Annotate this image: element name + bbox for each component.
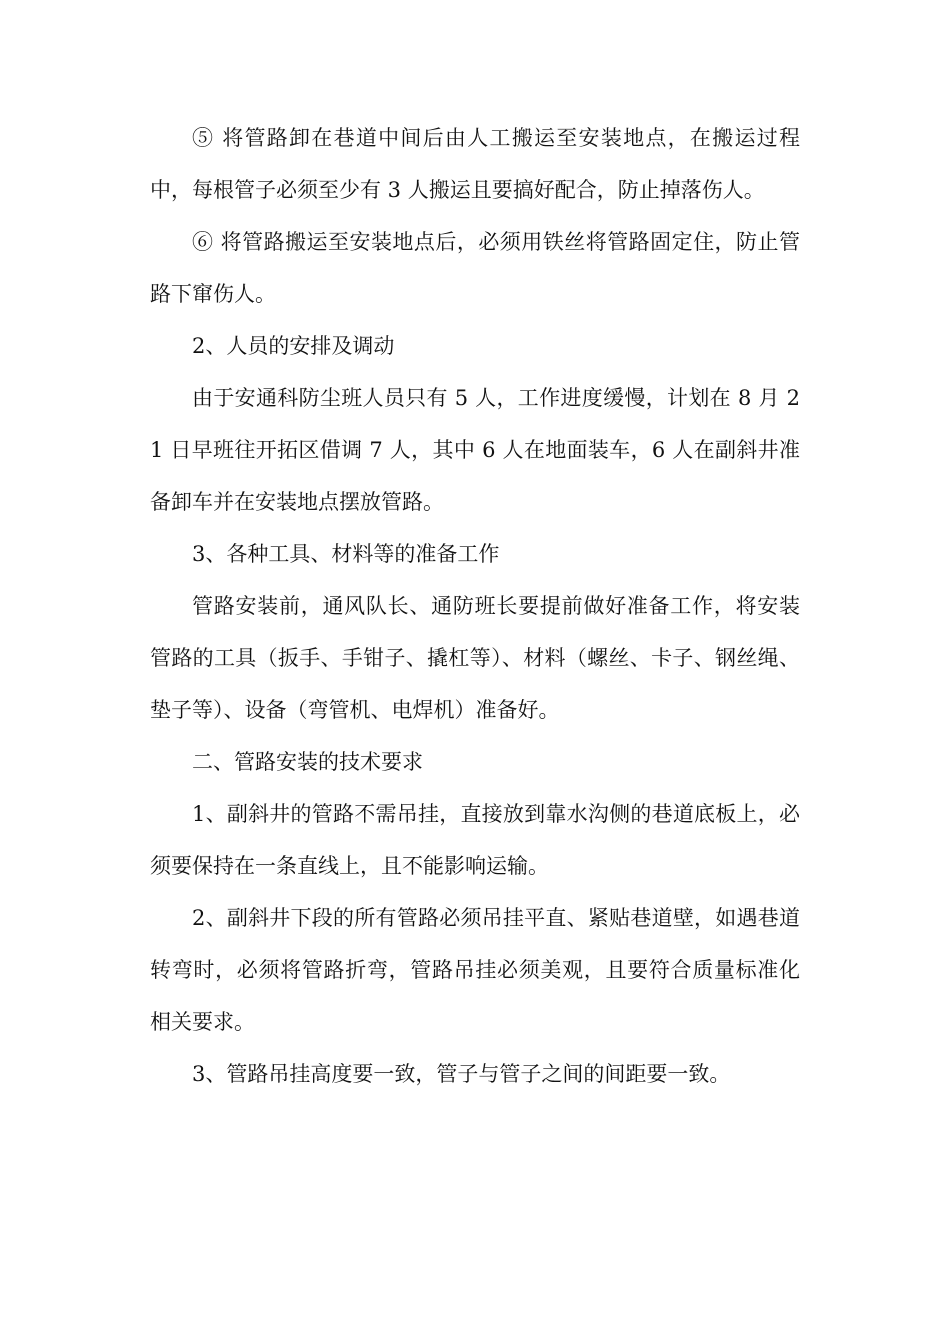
paragraph-tech-1: 1、副斜井的管路不需吊挂，直接放到靠水沟侧的巷道底板上，必须要保持在一条直线上，且不能影响运输。: [150, 802, 800, 878]
section-heading-tools: 3、各种工具、材料等的准备工作: [192, 542, 500, 566]
section-heading-personnel: 2、人员的安排及调动: [192, 334, 395, 358]
document-page: [150, 112, 800, 1100]
paragraph-tech-3: 3、管路吊挂高度要一致，管子与管子之间的间距要一致。: [192, 1062, 731, 1086]
paragraph-step-6: ⑥ 将管路搬运至安装地点后，必须用铁丝将管路固定住，防止管路下窜伤人。: [150, 230, 800, 306]
paragraph-tools: 管路安装前，通风队长、通防班长要提前做好准备工作，将安装管路的工具（扳手、手钳子、撬杠等）、材料（螺丝、卡子、钢丝绳、垫子等）、设备（弯管机、电焊机）准备好。: [150, 594, 800, 722]
paragraph-personnel: 由于安通科防尘班人员只有 5 人，工作进度缓慢，计划在 8 月 21 日早班往开拓区借调 7 人，其中 6 人在地面装车，6 人在副斜井准备卸车并在安装地点摆放管路。: [150, 386, 800, 514]
section-heading-technical: 二、管路安装的技术要求: [192, 750, 423, 774]
paragraph-step-5: ⑤ 将管路卸在巷道中间后由人工搬运至安装地点，在搬运过程中，每根管子必须至少有 3 人搬运且要搞好配合，防止掉落伤人。: [150, 126, 800, 202]
paragraph-tech-2: 2、副斜井下段的所有管路必须吊挂平直、紧贴巷道壁，如遇巷道转弯时，必须将管路折弯，管路吊挂必须美观，且要符合质量标准化相关要求。: [150, 906, 800, 1034]
